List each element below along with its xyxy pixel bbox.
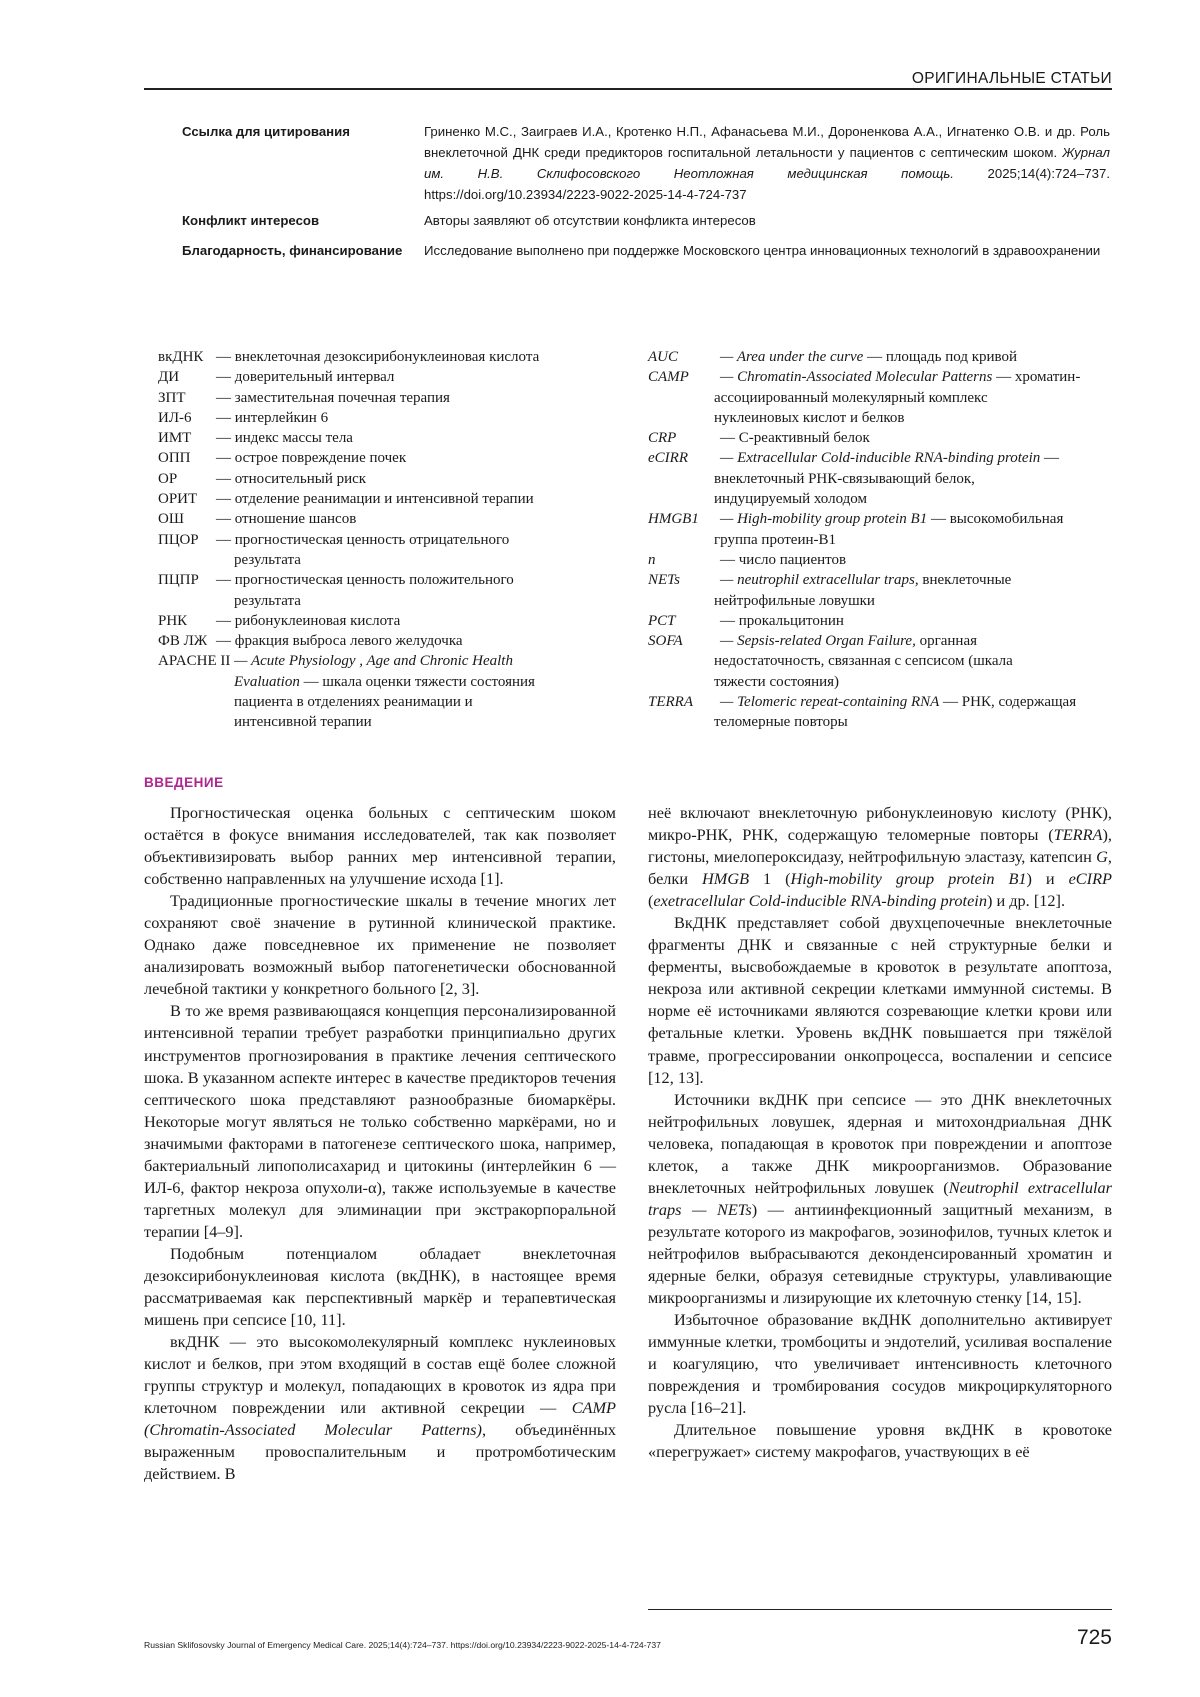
section-title: ОРИГИНАЛЬНЫЕ СТАТЬИ [911,70,1112,87]
abbr-item: NETs — neutrophil extracellular traps, внеклеточные [648,572,1012,589]
abbr-continuation: недостаточность, связанная с сепсисом (шкала [714,653,1013,670]
abbr-item: HMGB1 — High-mobility group protein B1 — высокомобильная [648,511,1064,528]
paragraph: Традиционные прогностические шкалы в течение многих лет сохраняют своё значение в рутинной клинической практике. Однако даже повседневное их применение не позволяет анализировать возможный выбор патогенетически обоснованной лечебной тактики у конкретного больного [2, 3]. [144,891,616,999]
abbr-continuation: результата [234,551,301,568]
abbr-item: n — число пациентов [648,551,847,568]
abbr-item: ИЛ-6 — интерлейкин 6 [158,409,329,426]
abbr-item: ЗПТ — заместительная почечная терапия [158,389,450,406]
abbr-item: ФВ ЛЖ — фракция выброса левого желудочка [158,633,463,650]
abbr-item: PCT — прокальцитонин [648,612,844,629]
body-column-right [648,802,1112,1463]
page-number: 725 [1076,1626,1112,1649]
abbr-item: ОПП — острое повреждение почек [158,450,407,467]
body-column-left [144,802,616,1485]
abbr-item: РНК — рибонуклеиновая кислота [158,612,401,629]
conflict-label: Конфликт интересов [182,213,320,228]
footer-journal-line[interactable]: Russian Sklifosovsky Journal of Emergency Medical Care. 2025;14(4):724–737. https://doi.org/10.23934/2223-9022-2025-14-4-724-737 [144,1640,661,1650]
abbr-continuation: индуцируемый холодом [714,491,867,508]
abbr-item-apache: APACHE II — Acute Physiology , Age and Chronic Health [158,653,513,670]
abbr-item: ОРИТ — отделение реанимации и интенсивной терапии [158,491,534,508]
abbr-continuation: теломерные повторы [714,714,848,731]
abbr-continuation: ассоциированный молекулярный комплекс [714,389,988,406]
conflict-text: Авторы заявляют об отсутствии конфликта интересов [424,213,756,228]
abbr-continuation: интенсивной терапии [234,714,372,731]
abbr-item: AUC — Area under the curve — площадь под кривой [648,349,1018,365]
paragraph: вкДНК — это высокомолекулярный комплекс нуклеиновых кислот и белков, при этом входящий в состав ещё более сложной группы структур и молекул, попадающих в кровоток из ядра при клеточном повреждении или активной секреции — CAMP (Chromatin-Associated Molecular Patterns), объединённых выраженным провоспалительным и протромботическим действием. В [144,1332,616,1484]
citation-text: Гриненко М.С., Заиграев И.А., Кротенко Н.П., Афанасьева М.И., Дороненкова А.А., Игнатенко О.В. и др. Роль внеклеточной ДНК среди предикторов госпитальной летальности у пациентов с септическим шоком. Журнал им. Н.В. Склифосовского Неотложная медицинская помощь. 2025;14(4):724–737. https://doi.org/10.23934/2223-9022-2025-14-4-724-737 [424,124,1110,202]
paragraph: ВкДНК представляет собой двухцепочечные внеклеточные фрагменты ДНК и связанные с ней структурные белки и ферменты, высвобождаемые в кровоток в результате апоптоза, некроза или активной секреции клетками иммунной системы. В норме её источниками являются созревающие клетки крови или фетальные клетки. Уровень вкДНК повышается при тяжёлой травме, прогрессировании онкопроцесса, воспалении и сепсисе [12, 13]. [648,913,1112,1087]
footer-rule [648,1609,1112,1610]
paragraph: Источники вкДНК при сепсисе — это ДНК внеклеточных нейтрофильных ловушек, ядерная и митохондриальная ДНК человека, попадающая в кровоток при повреждении и апоптозе клеток, а также ДНК микроорганизмов. Образование внеклеточных нейтрофильных ловушек (Neutrophil extracellular traps — NETs) — антиинфекционный защитный механизм, в результате которого из макрофагов, эозинофилов, тучных клеток и нейтрофилов выбрасываются деконденсированный хроматин и ядерные белки, образуя сетевидные структуры, улавливающие микроорганизмы и лизирующие их клеточную стенку [14, 15]. [648,1089,1113,1308]
abbr-item: ОШ — отношение шансов [158,511,357,528]
abbr-item: ОР — относительный риск [158,470,367,487]
abbr-continuation: Evaluation — шкала оценки тяжести состояния [234,673,535,690]
abbr-item: CRP — С-реактивный белок [648,430,870,447]
funding-label: Благодарность, финансирование [182,243,403,258]
paragraph: неё включают внеклеточную рибонуклеиновую кислоту (РНК), микро-РНК, РНК, содержащую теломерные повторы (TERRA), гистоны, миелопероксидазу, нейтрофильную эластазу, катепсин G, белки HMGB 1 (High-mobility group protein B1) и eCIRP (exetracellular Cold-inducible RNA-binding protein) и др. [12]. [648,803,1112,911]
citation-doi[interactable]: 2025;14(4):724–737. https://doi.org/10.23934/2223-9022-2025-14-4-724-737 [424,166,1110,202]
abbr-item: SOFA — Sepsis-related Organ Failure, органная [648,633,977,650]
header-rule [144,88,1112,90]
abbr-item: ПЦПР — прогностическая ценность положительного [158,572,514,589]
citation-label: Ссылка для цитирования [182,124,350,139]
abbr-item: eCIRR — Extracellular Cold-inducible RNA-binding protein — [648,450,1059,467]
abbr-continuation: результата [234,592,301,609]
abbr-item: CAMP — Chromatin-Associated Molecular Patterns — хроматин- [648,369,1081,386]
abbreviations-left [158,347,618,733]
abbr-item: ДИ — доверительный интервал [158,369,395,386]
abbr-continuation: нуклеиновых кислот и белков [714,409,905,426]
abbreviations-right [648,347,1118,733]
abbr-continuation: пациента в отделениях реанимации и [234,694,473,711]
abbr-item: вкДНК — внеклеточная дезоксирибонуклеиновая кислота [158,349,540,365]
funding-text: Исследование выполнено при поддержке Московского центра инновационных технологий в здравоохранении [424,243,1101,258]
section-heading-introduction: ВВЕДЕНИЕ [144,775,224,790]
abbr-continuation: нейтрофильные ловушки [714,592,875,609]
abbr-item: ИМТ — индекс массы тела [158,430,353,447]
paragraph: Прогностическая оценка больных с септическим шоком остаётся в фокусе внимания исследователей, так как позволяет объективизировать выбор ранних мер интенсивной терапии, собственно направленных на улучшение исхода [1]. [144,803,616,889]
paragraph: Подобным потенциалом обладает внеклеточная дезоксирибонуклеиновая кислота (вкДНК), в настоящее время рассматриваемая как перспективный маркёр и терапевтическая мишень при сепсисе [10, 11]. [144,1243,616,1330]
paragraph: В то же время развивающаяся концепция персонализированной интенсивной терапии требует разработки принципиально других инструментов прогнозирования в практике лечения септического шока. В указанном аспекте интерес в качестве предикторов течения септического шока представляют разнообразные биомаркёры. Некоторые могут являться не только собственно маркёрами, но и значимыми факторами в патогенезе септического шока, например, бактериальный липополисахарид и цитокины (интерлейкин 6 — ИЛ-6, фактор некроза опухоли-α), также используемые в качестве таргетных молекул для элиминации при экстракорпоральной терапии [4–9]. [144,1001,616,1241]
abbr-continuation: группа протеин-В1 [714,531,837,548]
abbr-continuation: тяжести состояния) [714,673,840,690]
abbr-item: ПЦОР — прогностическая ценность отрицательного [158,531,510,548]
abbr-continuation: внеклеточный РНК-связывающий белок, [714,470,975,487]
paragraph: Избыточное образование вкДНК дополнительно активирует иммунные клетки, тромбоциты и эндотелий, усиливая воспаление и коагуляцию, что увеличивает интенсивность клеточного повреждения и тромбирования сосудов микроциркуляторного русла [16–21]. [648,1310,1112,1418]
paragraph: Длительное повышение уровня вкДНК в кровотоке «перегружает» систему макрофагов, участвующих в её [648,1420,1112,1462]
abbr-item: TERRA — Telomeric repeat-containing RNA — РНК, содержащая [648,694,1077,711]
